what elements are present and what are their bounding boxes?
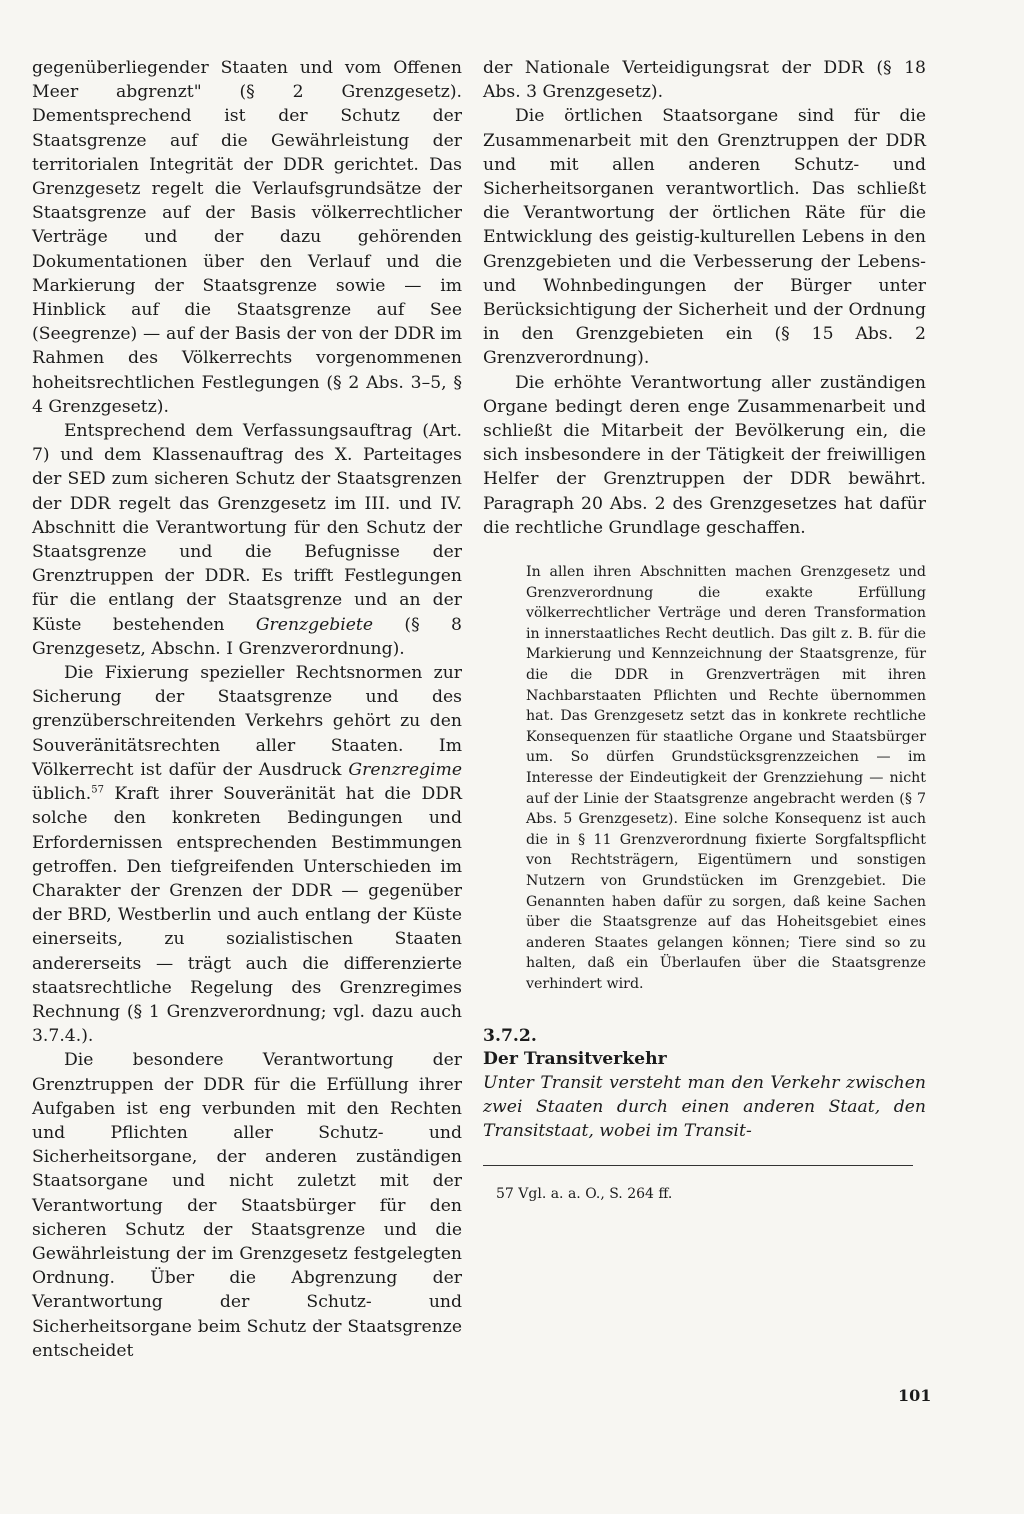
paragraph: der Nationale Verteidigungsrat der DDR (§ 18 Abs. 3 Grenzgesetz). bbox=[483, 58, 926, 103]
paragraph: Entsprechend dem Verfassungsauftrag (Art. 7) und dem Klassenauftrag des X. Parteitages der SED zum sicheren Schutz der Staatsgrenzen der DDR regelt das Grenzgesetz im III. und IV. Abschnitt die Verantwortung für den Schutz der Staatsgrenze und die Befugnisse der Grenztruppen der DDR. Es trifft Festlegungen für die entlang der Staatsgrenze und an der Küste bestehenden Grenzgebiete (§ 8 Grenzgesetz, Abschn. I Grenzverordnung). bbox=[32, 421, 462, 659]
paragraph: gegenüberliegender Staaten und vom Offenen Meer abgrenzt" (§ 2 Grenzgesetz). Dementsprechend ist der Schutz der Staatsgrenze auf die Gewährleistung der territorialen Integrität der DDR gerichtet. Das Grenzgesetz regelt die Verlaufsgrundsätze der Staatsgrenze auf der Basis völkerrechtlicher Verträge und der dazu gehörenden Dokumentationen über den Verlauf und die Markierung der Staatsgrenze sowie — im Hinblick auf die Staatsgrenze auf See (Seegrenze) — auf der Basis der von der DDR im Rahmen des Völkerrechts vorgenommenen hoheitsrechtlichen Festlegungen (§ 2 Abs. 3–5, § 4 Grenzgesetz). bbox=[32, 58, 462, 417]
footnote-divider bbox=[483, 1165, 913, 1166]
left-column bbox=[32, 56, 462, 1363]
section-number: 3.7.2. bbox=[483, 1025, 537, 1046]
paragraph: Die erhöhte Verantwortung aller zuständigen Organe bedingt deren enge Zusammenarbeit und schließt die Mitarbeit der Bevölkerung ein, die sich insbesondere in der Tätigkeit der freiwilligen Helfer der Grenztruppen der DDR bewährt. Paragraph 20 Abs. 2 des Grenzgesetzes hat dafür die rechtliche Grundlage geschaffen. bbox=[483, 372, 926, 538]
section-title: Der Transitverkehr bbox=[483, 1048, 667, 1069]
small-print-paragraph: In allen ihren Abschnitten machen Grenzgesetz und Grenzverordnung die exakte Erfüllung völkerrechtlicher Verträge und deren Transformation in innerstaatliches Recht deutlich. Das gilt z. B. für die Markierung und Kennzeichnung der Staatsgrenze, für die die DDR in Grenzverträgen mit ihren Nachbarstaaten Pflichten und Rechte übernommen hat. Das Grenzgesetz setzt das in konkrete rechtliche Konsequenzen für staatliche Organe und Staatsbürger um. So dürfen Grundstücksgrenzzeichen — im Interesse der Eindeutigkeit der Grenzziehung — nicht auf der Linie der Staatsgrenze angebracht werden (§ 7 Abs. 5 Grenzgesetz). Eine solche Konsequenz ist auch die in § 11 Grenzverordnung fixierte Sorgfaltspflicht von Rechtsträgern, Eigentümern und sonstigen Nutzern von Grundstücken im Grenzgebiet. Die Genannten haben dafür zu sorgen, daß keine Sachen über die Staatsgrenze auf das Hoheitsgebiet eines anderen Staates gelangen können; Tiere sind so zu halten, daß ein Überlaufen über die Staatsgrenze verhindert wird. bbox=[526, 564, 926, 992]
section-intro: Unter Transit versteht man den Verkehr zwischen zwei Staaten durch einen anderen Staat, den Transitstaat, wobei im Transit- bbox=[483, 1072, 926, 1141]
paragraph: Die örtlichen Staatsorgane sind für die Zusammenarbeit mit den Grenztruppen der DDR und mit allen anderen Schutz- und Sicherheitsorganen verantwortlich. Das schließt die Verantwortung der örtlichen Räte für die Entwicklung des geistig-kulturellen Lebens in den Grenzgebieten und die Verbesserung der Lebens- und Wohnbedingungen der Bürger unter Berücksichtigung der Sicherheit und der Ordnung in den Grenzgebieten ein (§ 15 Abs. 2 Grenzverordnung). bbox=[483, 106, 926, 369]
italic-term: Grenzgebiete bbox=[255, 614, 373, 635]
footnote: 57 Vgl. a. a. O., S. 264 ff. bbox=[496, 1186, 673, 1203]
small-print-block bbox=[483, 562, 926, 994]
right-column bbox=[483, 56, 926, 1204]
paragraph: Die besondere Verantwortung der Grenztruppen der DDR für die Erfüllung ihrer Aufgaben ist eng verbunden mit den Rechten und Pflichten aller Schutz- und Sicherheitsorgane, der anderen zuständigen Staatsorgane und nicht zuletzt mit der Verantwortung der Staatsbürger für den sicheren Schutz der Staatsgrenze und die Gewährleistung der im Grenzgesetz festgelegten Ordnung. Über die Abgrenzung der Verantwortung der Schutz- und Sicherheitsorgane beim Schutz der Staatsgrenze entscheidet bbox=[32, 1050, 462, 1361]
page-number: 101 bbox=[898, 1386, 932, 1405]
footnote-ref: 57 bbox=[91, 784, 104, 796]
italic-term: Grenzregime bbox=[348, 759, 462, 780]
paragraph: Die Fixierung spezieller Rechtsnormen zur Sicherung der Staatsgrenze und des grenzüberschreitenden Verkehrs gehört zu den Souveränitätsrechten aller Staaten. Im Völkerrecht ist dafür der Ausdruck Grenzregime üblich.$^{57}$ Kraft ihrer Souveränität hat die DDR solche den konkreten Bedingungen und Erfordernissen entsprechenden Bestimmungen getroffen. Den tiefgreifenden Unterschieden im Charakter der Grenzen der DDR — gegenüber der BRD, Westberlin und auch entlang der Küste einerseits, zu sozialistischen Staaten andererseits — trägt auch die differenzierte staatsrechtliche Regelung des Grenzregimes Rechnung (§ 1 Grenzverordnung; vgl. dazu auch 3.7.4.). bbox=[32, 663, 462, 1047]
